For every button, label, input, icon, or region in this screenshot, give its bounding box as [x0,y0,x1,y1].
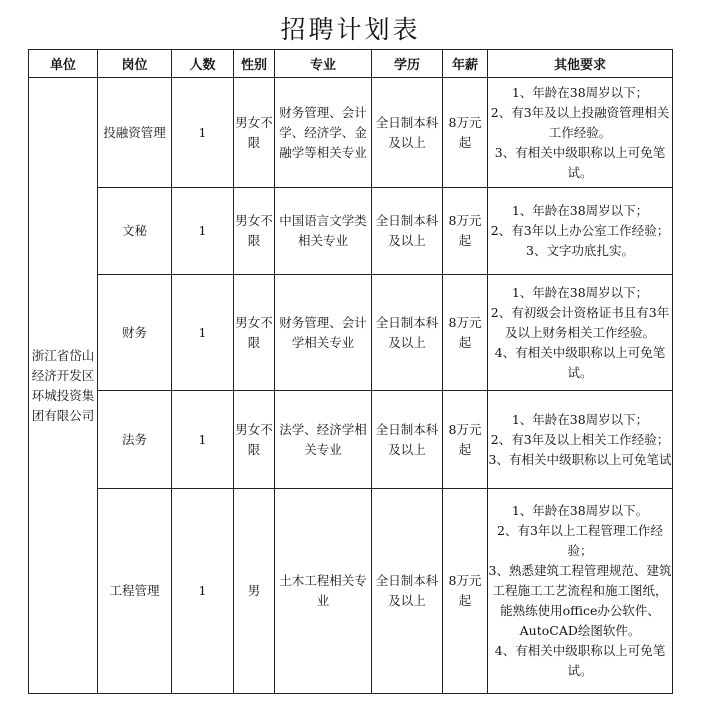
requirement-item: 4、有相关中级职称以上可免笔试。 [494,643,666,678]
major-cell: 财务管理、会计学、经济学、金融学等相关专业 [275,78,372,188]
table-row [29,489,673,694]
requirement-item: 3、熟悉建筑工程管理规范、建筑工程施工工艺流程和施工图纸，能熟练使用office办公软件、AutoCAD绘图软件。 [488,563,672,638]
header-row [29,50,673,78]
gender-cell: 男女不限 [234,275,275,391]
requirements-cell [488,188,673,275]
header-unit: 单位 [29,50,98,78]
salary-cell: 8万元起 [443,275,488,391]
requirement-item: 1、年龄在38周岁以下。 [511,503,649,518]
salary-cell: 8万元起 [443,188,488,275]
count-cell: 1 [172,188,234,275]
requirement-item: 2、有3年及以上相关工作经验； [490,431,670,447]
page-title: 招聘计划表 [280,15,421,44]
count-cell: 1 [172,489,234,694]
header-position: 岗位 [98,50,172,78]
salary-cell: 8万元起 [443,489,488,694]
position-cell: 投融资管理 [98,78,172,188]
major-cell: 财务管理、会计学相关专业 [275,275,372,391]
count-cell: 1 [172,78,234,188]
education-cell: 全日制本科及以上 [372,489,443,694]
header-salary: 年薪 [443,50,488,78]
gender-cell: 男女不限 [234,78,275,188]
requirements-cell [488,78,673,188]
table-row [29,78,673,188]
count-cell: 1 [172,275,234,391]
position-cell: 法务 [98,391,172,489]
requirements-cell [488,391,673,489]
gender-cell: 男 [234,489,275,694]
table-row [29,275,673,391]
education-cell: 全日制本科及以上 [372,275,443,391]
requirement-item: 1、年龄在38周岁以下； [511,203,649,218]
requirement-item: 2、有3年以上工程管理工作经验； [497,523,663,558]
education-cell: 全日制本科及以上 [372,391,443,489]
requirement-item: 3、有相关中级职称以上可免笔试 [488,451,672,467]
gender-cell: 男女不限 [234,391,275,489]
requirements-cell [488,489,673,694]
recruitment-table [28,49,673,694]
major-cell: 土木工程相关专业 [275,489,372,694]
gender-cell: 男女不限 [234,188,275,275]
requirement-item: 2、有3年以上办公室工作经验； [490,223,670,238]
position-cell: 财务 [98,275,172,391]
major-cell: 中国语言文学类相关专业 [275,188,372,275]
header-requirements: 其他要求 [488,50,673,78]
unit-cell: 浙江省岱山经济开发区环城投资集团有限公司 [29,78,98,694]
table-row [29,391,673,489]
major-cell: 法学、经济学相关专业 [275,391,372,489]
header-gender: 性别 [234,50,275,78]
position-cell: 文秘 [98,188,172,275]
requirement-item: 3、文字功底扎实。 [526,243,634,258]
requirement-item: 1、年龄在38周岁以下； [511,84,649,100]
header-education: 学历 [372,50,443,78]
requirement-item: 1、年龄在38周岁以下； [511,284,649,300]
salary-cell: 8万元起 [443,78,488,188]
education-cell: 全日制本科及以上 [372,78,443,188]
table-row [29,188,673,275]
requirement-item: 3、有相关中级职称以上可免笔试。 [494,144,666,180]
position-cell: 工程管理 [98,489,172,694]
header-major: 专业 [275,50,372,78]
requirement-item: 4、有相关中级职称以上可免笔试。 [494,344,666,380]
header-count: 人数 [172,50,234,78]
requirement-item: 2、有初级会计资格证书且有3年及以上财务相关工作经验。 [490,304,670,340]
requirement-item: 1、年龄在38周岁以下； [511,411,649,427]
education-cell: 全日制本科及以上 [372,188,443,275]
requirement-item: 2、有3年及以上投融资管理相关工作经验。 [490,104,670,140]
salary-cell: 8万元起 [443,391,488,489]
count-cell: 1 [172,391,234,489]
requirements-cell [488,275,673,391]
